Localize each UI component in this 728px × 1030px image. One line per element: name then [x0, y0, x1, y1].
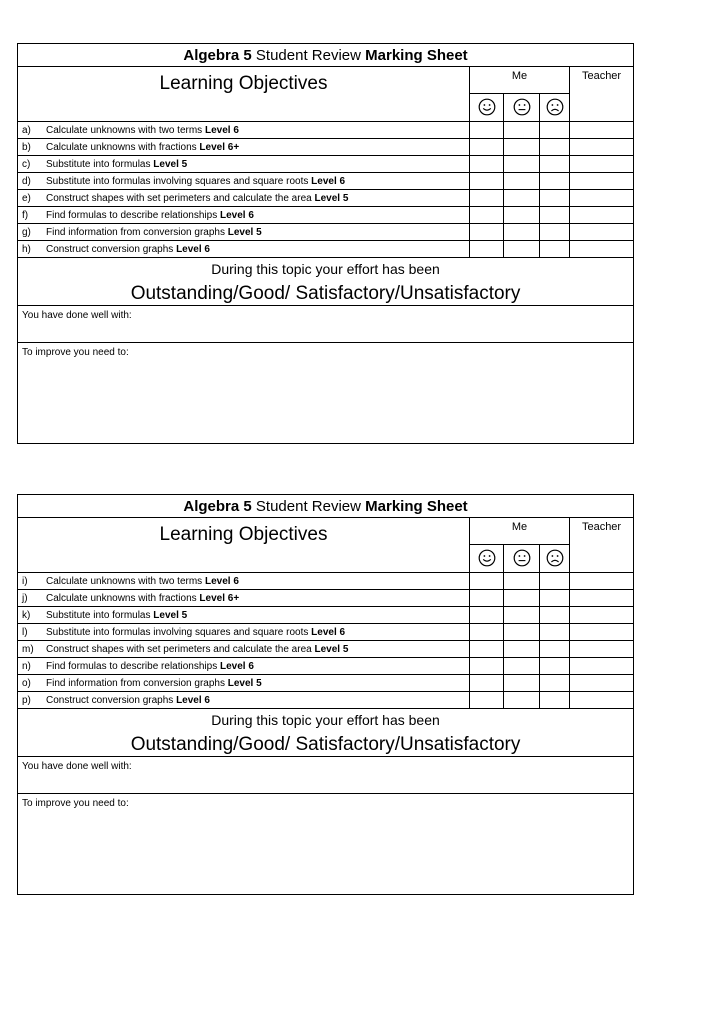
objective-text: Construct shapes with set perimeters and calculate the area [46, 192, 315, 204]
objective-text: Substitute into formulas involving squares and square roots [46, 626, 312, 638]
objective-text: Calculate unknowns with fractions [46, 141, 200, 153]
objective-letter: n) [22, 660, 31, 672]
objective-text-cell [18, 241, 470, 258]
effort-options: Outstanding/Good/ Satisfactory/Unsatisfactory [130, 734, 521, 755]
objective-level: Level 6 [204, 575, 239, 587]
me-happy-checkbox[interactable] [470, 224, 504, 241]
me-sad-checkbox[interactable] [540, 173, 570, 190]
me-neutral-checkbox[interactable] [504, 139, 540, 156]
effort-prompt: During this topic your effort has been [211, 712, 440, 728]
objective-letter: m) [22, 643, 34, 655]
objective-row [18, 675, 634, 692]
learning-objectives-heading: Learning Objectives [18, 518, 470, 573]
me-sad-checkbox[interactable] [540, 590, 570, 607]
me-sad-checkbox[interactable] [540, 624, 570, 641]
objective-level: Level 6 [176, 694, 210, 706]
teacher-checkbox[interactable] [570, 641, 634, 658]
teacher-checkbox[interactable] [570, 624, 634, 641]
objectives-list [18, 573, 634, 709]
objective-text: Construct conversion graphs [46, 694, 177, 706]
happy-face-cell [470, 93, 504, 121]
me-happy-checkbox[interactable] [470, 139, 504, 156]
objective-letter: d) [22, 175, 31, 187]
me-sad-checkbox[interactable] [540, 139, 570, 156]
me-neutral-checkbox[interactable] [504, 641, 540, 658]
me-happy-checkbox[interactable] [470, 156, 504, 173]
me-neutral-checkbox[interactable] [504, 156, 540, 173]
me-happy-checkbox[interactable] [470, 641, 504, 658]
teacher-checkbox[interactable] [570, 139, 634, 156]
objective-text-cell [18, 590, 470, 607]
objective-letter: i) [22, 575, 28, 587]
objective-level: Level 5 [227, 226, 262, 238]
objective-letter: b) [22, 141, 31, 153]
objective-text: Find formulas to describe relationships [46, 209, 220, 221]
objective-row [18, 224, 634, 241]
me-sad-checkbox[interactable] [540, 675, 570, 692]
me-neutral-checkbox[interactable] [504, 658, 540, 675]
neutral-face-cell [504, 93, 540, 121]
teacher-checkbox[interactable] [570, 122, 634, 139]
objective-level: Level 6 [311, 175, 346, 187]
objective-text: Calculate unknowns with two terms [46, 124, 205, 136]
objective-row [18, 207, 634, 224]
objective-level: Level 5 [153, 158, 188, 170]
title-part1: Algebra 5 [183, 46, 252, 64]
me-neutral-checkbox[interactable] [504, 692, 540, 709]
improve-box: To improve you need to: [18, 794, 634, 895]
objective-level: Level 5 [227, 677, 262, 689]
objective-text: Construct conversion graphs [46, 243, 177, 255]
objective-text-cell [18, 190, 470, 207]
objective-row [18, 624, 634, 641]
objective-level: Level 6+ [199, 141, 240, 153]
objective-text-cell [18, 156, 470, 173]
teacher-checkbox[interactable] [570, 692, 634, 709]
me-happy-checkbox[interactable] [470, 207, 504, 224]
objective-text-cell [18, 207, 470, 224]
objectives-list [18, 122, 634, 258]
me-neutral-checkbox[interactable] [504, 590, 540, 607]
me-sad-checkbox[interactable] [540, 207, 570, 224]
effort-cell [18, 258, 634, 306]
objective-row [18, 641, 634, 658]
title-part3: Marking Sheet [365, 497, 468, 515]
sad-face-cell [540, 93, 570, 121]
objective-level: Level 5 [314, 192, 349, 204]
objective-text: Find formulas to describe relationships [46, 660, 220, 672]
teacher-checkbox[interactable] [570, 573, 634, 590]
objective-row [18, 156, 634, 173]
me-happy-checkbox[interactable] [470, 122, 504, 139]
me-sad-checkbox[interactable] [540, 122, 570, 139]
objective-row [18, 241, 634, 258]
objective-letter: o) [22, 677, 31, 689]
objective-text-cell [18, 641, 470, 658]
objective-text: Substitute into formulas involving squares and square roots [46, 175, 312, 187]
me-sad-checkbox[interactable] [540, 658, 570, 675]
objective-level: Level 5 [153, 609, 188, 621]
objective-level: Level 6 [311, 626, 346, 638]
objective-row [18, 607, 634, 624]
objective-level: Level 6 [219, 209, 254, 221]
me-neutral-checkbox[interactable] [504, 607, 540, 624]
smiley-neutral-icon [513, 98, 531, 116]
me-sad-checkbox[interactable] [540, 224, 570, 241]
learning-objectives-heading: Learning Objectives [18, 67, 470, 122]
objective-text: Construct shapes with set perimeters and calculate the area [46, 643, 315, 655]
title-part2: Student Review [251, 497, 366, 515]
me-happy-checkbox[interactable] [470, 607, 504, 624]
me-sad-checkbox[interactable] [540, 641, 570, 658]
objective-letter: f) [22, 209, 29, 221]
marking-sheet-2 [17, 494, 634, 895]
me-neutral-checkbox[interactable] [504, 207, 540, 224]
objective-letter: h) [22, 243, 31, 255]
objective-row [18, 139, 634, 156]
marking-sheet-1 [17, 43, 634, 444]
objective-letter: l) [22, 626, 28, 638]
objective-letter: a) [22, 124, 31, 136]
me-happy-checkbox[interactable] [470, 624, 504, 641]
title-part3: Marking Sheet [365, 46, 468, 64]
teacher-checkbox[interactable] [570, 156, 634, 173]
me-heading: Me [470, 518, 570, 545]
title-part1: Algebra 5 [183, 497, 252, 515]
me-sad-checkbox[interactable] [540, 241, 570, 258]
me-happy-checkbox[interactable] [470, 190, 504, 207]
objective-row [18, 658, 634, 675]
me-happy-checkbox[interactable] [470, 173, 504, 190]
objective-text-cell [18, 675, 470, 692]
me-sad-checkbox[interactable] [540, 573, 570, 590]
smiley-sad-icon [546, 549, 564, 567]
neutral-face-cell [504, 544, 540, 572]
objective-level: Level 6 [204, 124, 239, 136]
objective-letter: j) [22, 592, 28, 604]
me-neutral-checkbox[interactable] [504, 224, 540, 241]
objective-text: Substitute into formulas [46, 158, 154, 170]
objective-text: Substitute into formulas [46, 609, 154, 621]
objective-letter: k) [22, 609, 31, 621]
me-sad-checkbox[interactable] [540, 156, 570, 173]
objective-text-cell [18, 173, 470, 190]
done-well-box: You have done well with: [18, 757, 634, 794]
sheet-title [18, 44, 634, 67]
teacher-heading: Teacher [570, 67, 634, 122]
done-well-box: You have done well with: [18, 306, 634, 343]
objective-text-cell [18, 692, 470, 709]
me-happy-checkbox[interactable] [470, 241, 504, 258]
objective-level: Level 6 [219, 660, 254, 672]
effort-prompt: During this topic your effort has been [211, 261, 440, 277]
me-neutral-checkbox[interactable] [504, 122, 540, 139]
sad-face-cell [540, 544, 570, 572]
objective-row [18, 122, 634, 139]
objective-letter: g) [22, 226, 31, 238]
me-happy-checkbox[interactable] [470, 692, 504, 709]
objective-row [18, 173, 634, 190]
effort-cell [18, 709, 634, 757]
objective-text-cell [18, 122, 470, 139]
sheet-title [18, 495, 634, 518]
happy-face-cell [470, 544, 504, 572]
me-sad-checkbox[interactable] [540, 692, 570, 709]
teacher-checkbox[interactable] [570, 241, 634, 258]
objective-text-cell [18, 573, 470, 590]
smiley-happy-icon [478, 549, 496, 567]
teacher-checkbox[interactable] [570, 190, 634, 207]
objective-level: Level 5 [314, 643, 349, 655]
me-heading: Me [470, 67, 570, 94]
me-neutral-checkbox[interactable] [504, 190, 540, 207]
objective-letter: p) [22, 694, 31, 706]
objective-text-cell [18, 139, 470, 156]
objective-row [18, 573, 634, 590]
objective-text-cell [18, 624, 470, 641]
objective-text-cell [18, 607, 470, 624]
me-happy-checkbox[interactable] [470, 675, 504, 692]
objective-text-cell [18, 224, 470, 241]
objective-row [18, 190, 634, 207]
objective-text: Calculate unknowns with two terms [46, 575, 205, 587]
teacher-checkbox[interactable] [570, 207, 634, 224]
objective-text-cell [18, 658, 470, 675]
title-part2: Student Review [251, 46, 366, 64]
objective-letter: e) [22, 192, 31, 204]
teacher-checkbox[interactable] [570, 173, 634, 190]
objective-text: Find information from conversion graphs [46, 677, 228, 689]
effort-options: Outstanding/Good/ Satisfactory/Unsatisfactory [130, 283, 521, 304]
teacher-checkbox[interactable] [570, 675, 634, 692]
me-sad-checkbox[interactable] [540, 607, 570, 624]
objective-text: Find information from conversion graphs [46, 226, 228, 238]
me-neutral-checkbox[interactable] [504, 675, 540, 692]
objective-text: Calculate unknowns with fractions [46, 592, 200, 604]
teacher-heading: Teacher [570, 518, 634, 573]
me-neutral-checkbox[interactable] [504, 241, 540, 258]
teacher-checkbox[interactable] [570, 590, 634, 607]
me-neutral-checkbox[interactable] [504, 624, 540, 641]
me-happy-checkbox[interactable] [470, 573, 504, 590]
smiley-neutral-icon [513, 549, 531, 567]
objective-row [18, 692, 634, 709]
objective-letter: c) [22, 158, 31, 170]
teacher-checkbox[interactable] [570, 658, 634, 675]
objective-row [18, 590, 634, 607]
me-neutral-checkbox[interactable] [504, 573, 540, 590]
objective-level: Level 6+ [199, 592, 240, 604]
smiley-happy-icon [478, 98, 496, 116]
smiley-sad-icon [546, 98, 564, 116]
me-happy-checkbox[interactable] [470, 658, 504, 675]
me-happy-checkbox[interactable] [470, 590, 504, 607]
objective-level: Level 6 [176, 243, 210, 255]
improve-box: To improve you need to: [18, 343, 634, 444]
me-neutral-checkbox[interactable] [504, 173, 540, 190]
me-sad-checkbox[interactable] [540, 190, 570, 207]
teacher-checkbox[interactable] [570, 607, 634, 624]
teacher-checkbox[interactable] [570, 224, 634, 241]
